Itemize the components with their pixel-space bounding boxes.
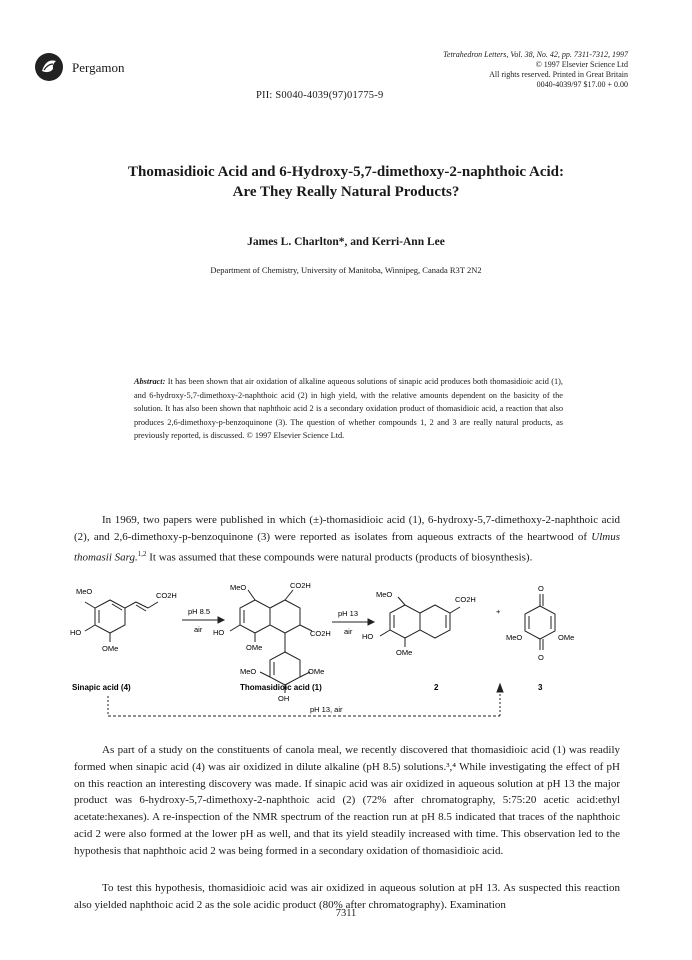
reaction-condition: pH 13: [338, 609, 359, 618]
body-paragraph: As part of a study on the constituents of canola meal, we recently discovered that thomasidioic acid (1) was readily formed when sinapic acid (4) was air oxidized in dilute alkaline (pH 8.5) solutions.³,⁴ While investigating the effect of pH on this reaction an interesting discovery was made. If sinapic acid was air oxidized in aqueous solution at pH 13 the major product was 6-hydroxy-5,7-dimethoxy-2-naphthoic acid (2) (72% after chromatography, 5:75:20 acetic acid:ethyl acetate:hexanes). A re-inspection of the NMR spectrum of the reaction run at pH 8.5 indicated that traces of the naphthoic acid 2 were also formed at the lower pH as well, and that its yield steadily increased with time. This observation led to the hypothesis that naphthoic acid 2 was being formed in a secondary oxidation of thomasidioic acid.: [74, 744, 620, 857]
page-number: 7311: [335, 908, 357, 919]
reaction-condition: air: [194, 625, 203, 634]
paragraph-text: It was assumed that these compounds were natural products (products of biosynthesis).: [146, 551, 533, 564]
body-paragraph: To test this hypothesis, thomasidioic acid was air oxidized in aqueous solution at pH 13. As suspected this reaction also yielded naphthoic acid 2 as the sole acidic product (80% after chromatography). Examination: [74, 882, 620, 911]
plus-sign: +: [496, 607, 501, 616]
group-label: OMe: [396, 648, 413, 657]
group-label: MeO: [506, 633, 523, 642]
title-line: Thomasidioic Acid and 6-Hydroxy-5,7-dimethoxy-2-naphthoic Acid:: [127, 164, 565, 180]
abstract: [134, 375, 563, 443]
reaction-condition: pH 8.5: [188, 607, 211, 616]
journal-line: Tetrahedron Letters, Vol. 38, No. 42, pp. 7311-7312, 1997: [443, 50, 628, 59]
group-label: O: [538, 653, 544, 662]
reaction-scheme: [70, 580, 630, 730]
publisher-name: Pergamon: [72, 60, 125, 75]
compound-label: Sinapic acid (4): [72, 683, 131, 692]
affiliation: Department of Chemistry, University of Manitoba, Winnipeg, Canada R3T 2N2: [210, 265, 482, 275]
reaction-condition: pH 13, air: [310, 705, 343, 714]
abstract-lead: Abstract:: [134, 377, 166, 386]
dihydro-ring: [270, 600, 300, 633]
pergamon-logo-icon: [34, 52, 64, 82]
paragraph-text: In 1969, two papers were published in which (±)-thomasidioic acid (1), 6-hydroxy-5,7-dimethoxy-2-naphthoic acid (2), and 2,6-dimethoxy-p-benzoquinone (3) were reported as isolates from aqueous extracts of the heartwood of: [74, 514, 620, 543]
group-label: HO: [362, 632, 374, 641]
title-line: Are They Really Natural Products?: [232, 184, 460, 200]
group-label: CO2H: [290, 581, 311, 590]
group-label: MeO: [230, 583, 247, 592]
reference-superscript: 1,2: [137, 549, 147, 558]
compound-label: 2: [434, 683, 439, 692]
group-label: CO2H: [310, 629, 331, 638]
abstract-text: It has been shown that air oxidation of alkaline aqueous solutions of sinapic acid produces both thomasidioic acid (1), and 6-hydroxy-5,7-dimethoxy-2-naphthoic acid (2) in high yield, with the relative amounts dependent on the basicity of the solution. It has also been shown that naphthoic acid 2 is a secondary oxidation product of thomasidioic acid, a reaction that also produces 2,6-dimethoxy-p-benzoquinone (3). The question of whether compounds 1, 2 and 3 are really natural products, as previously reported, is discussed. © 1997 Elsevier Science Ltd.: [134, 377, 564, 440]
journal-line: 0040-4039/97 $17.00 + 0.00: [536, 80, 628, 89]
group-label: HO: [213, 628, 225, 637]
group-label: MeO: [76, 587, 93, 596]
group-label: MeO: [376, 590, 393, 599]
group-label: OMe: [102, 644, 119, 653]
group-label: CO2H: [156, 591, 177, 600]
compound-label: Thomasidioic acid (1): [240, 683, 322, 692]
body-paragraph: [74, 512, 620, 566]
group-label: MeO: [240, 667, 257, 676]
group-label: O: [538, 584, 544, 593]
reaction-condition: air: [344, 627, 353, 636]
group-label: CO2H: [455, 595, 476, 604]
group-label: OMe: [246, 643, 263, 652]
journal-citation: [443, 50, 628, 90]
compound-label: 3: [538, 683, 543, 692]
journal-line: © 1997 Elsevier Science Ltd: [535, 60, 628, 69]
group-label: OMe: [308, 667, 325, 676]
species-name: Ulmus thomasii Sarg.: [74, 530, 620, 564]
paper-title: [0, 162, 692, 202]
author-list: James L. Charlton*, and Kerri-Ann Lee: [247, 236, 445, 248]
pii-identifier: PII: S0040-4039(97)01775-9: [256, 90, 384, 101]
group-label: HO: [70, 628, 82, 637]
group-label: OH: [278, 694, 290, 703]
journal-line: All rights reserved. Printed in Great Britain: [489, 70, 628, 79]
group-label: OMe: [558, 633, 575, 642]
